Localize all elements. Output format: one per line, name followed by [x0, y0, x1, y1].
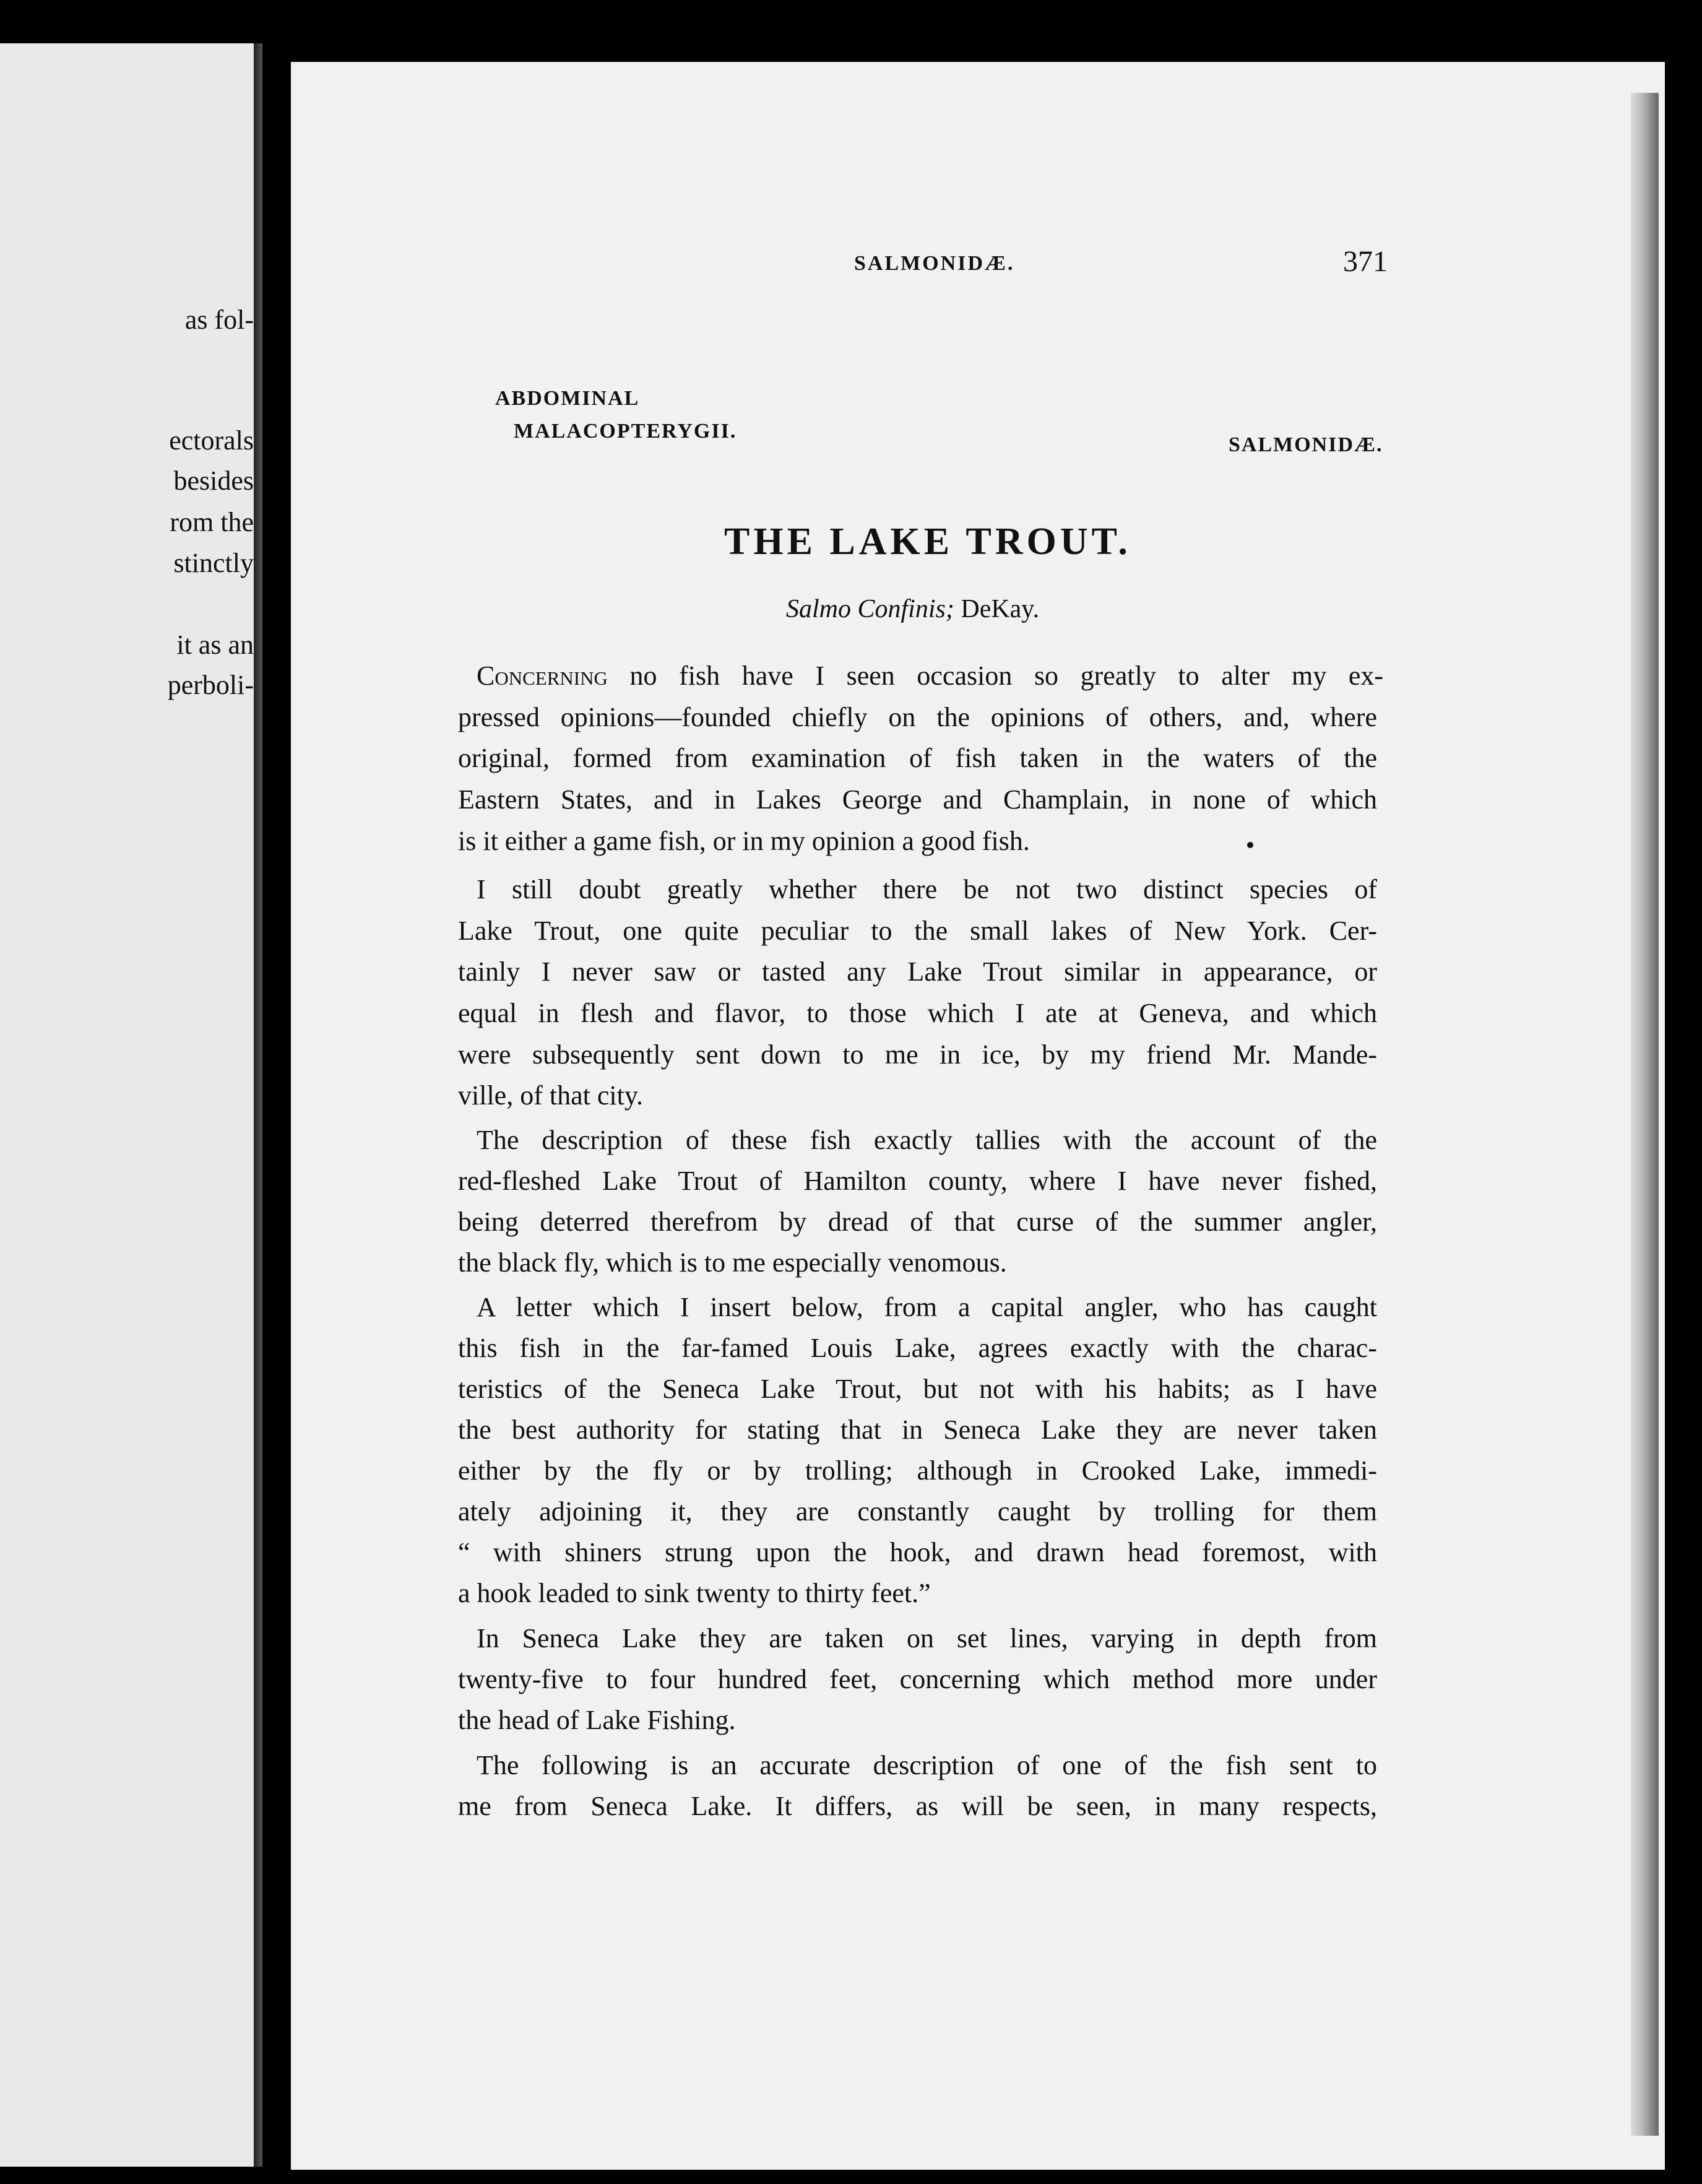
- body-line: either by the fly or by trolling; although in Crooked Lake, immedi-: [458, 1455, 1377, 1486]
- body-line: equal in flesh and flavor, to those which I ate at Geneva, and which: [458, 998, 1377, 1028]
- book-gutter: [262, 0, 291, 2184]
- body-line: ately adjoining it, they are constantly caught by trolling for them: [458, 1496, 1377, 1527]
- page-number: 371: [1343, 245, 1388, 278]
- body-line: “ with shiners strung upon the hook, and drawn head foremost, with: [458, 1537, 1377, 1567]
- running-head: SALMONIDÆ.: [854, 252, 1015, 275]
- body-line: ville, of that city.: [458, 1080, 643, 1111]
- body-line: the head of Lake Fishing.: [458, 1705, 736, 1735]
- classification-order: ABDOMINAL: [495, 387, 640, 410]
- body-line: Concerning no fish have I seen occasion so greatly to alter my ex-: [477, 661, 1384, 691]
- left-page: [0, 43, 254, 2167]
- page-fold: [254, 43, 262, 2167]
- body-line: Eastern States, and in Lakes George and Champlain, in none of which: [458, 784, 1377, 815]
- body-line: is it either a game fish, or in my opinion a good fish.: [458, 826, 1030, 856]
- left-page-text: rom the: [170, 507, 254, 537]
- body-line: were subsequently sent down to me in ice, by my friend Mr. Mande-: [458, 1039, 1377, 1070]
- left-page-text: as fol-: [184, 305, 254, 335]
- body-line: being deterred therefrom by dread of that curse of the summer angler,: [458, 1207, 1377, 1237]
- body-line: The description of these fish exactly tallies with the account of the: [477, 1125, 1377, 1155]
- page-edge: [1631, 93, 1659, 2136]
- classification-family: SALMONIDÆ.: [1229, 433, 1383, 456]
- right-page: [291, 62, 1665, 2170]
- body-line: red-fleshed Lake Trout of Hamilton county, where I have never fished,: [458, 1166, 1377, 1196]
- left-page-text: it as an: [176, 630, 254, 660]
- left-page-text: perboli-: [167, 670, 254, 700]
- left-page-text: besides: [173, 466, 254, 496]
- left-page-text: ectorals: [169, 425, 254, 456]
- species-name: [786, 594, 1039, 624]
- drop-word: Concerning: [477, 661, 608, 691]
- ink-speck: [1247, 842, 1253, 848]
- body-line: pressed opinions—founded chiefly on the opinions of others, and, where: [458, 702, 1377, 732]
- body-line: me from Seneca Lake. It differs, as will be seen, in many respects,: [458, 1791, 1377, 1821]
- body-line: teristics of the Seneca Lake Trout, but not with his habits; as I have: [458, 1374, 1377, 1404]
- body-line: this fish in the far-famed Louis Lake, agrees exactly with the charac-: [458, 1333, 1377, 1363]
- body-line: In Seneca Lake they are taken on set lines, varying in depth from: [477, 1623, 1377, 1653]
- classification-suborder: MALACOPTERYGII.: [514, 420, 737, 443]
- body-line: Lake Trout, one quite peculiar to the small lakes of New York. Cer-: [458, 916, 1377, 946]
- body-line: the black fly, which is to me especially venomous.: [458, 1247, 1007, 1278]
- left-page-text: stinctly: [173, 548, 254, 578]
- latin-name: Salmo Confinis;: [786, 595, 954, 623]
- body-line: twenty-five to four hundred feet, concerning which method more under: [458, 1664, 1377, 1694]
- body-line: A letter which I insert below, from a capital angler, who has caught: [477, 1292, 1377, 1322]
- article-title: THE LAKE TROUT.: [724, 521, 1131, 563]
- body-line: tainly I never saw or tasted any Lake Trout similar in appearance, or: [458, 956, 1377, 987]
- body-line: original, formed from examination of fish taken in the waters of the: [458, 743, 1377, 773]
- body-line: a hook leaded to sink twenty to thirty feet.”: [458, 1578, 931, 1608]
- body-line: The following is an accurate description of one of the fish sent to: [477, 1750, 1377, 1780]
- author-name: DeKay.: [961, 595, 1040, 623]
- body-line: I still doubt greatly whether there be not two distinct species of: [477, 874, 1377, 904]
- body-line: the best authority for stating that in Seneca Lake they are never taken: [458, 1415, 1377, 1445]
